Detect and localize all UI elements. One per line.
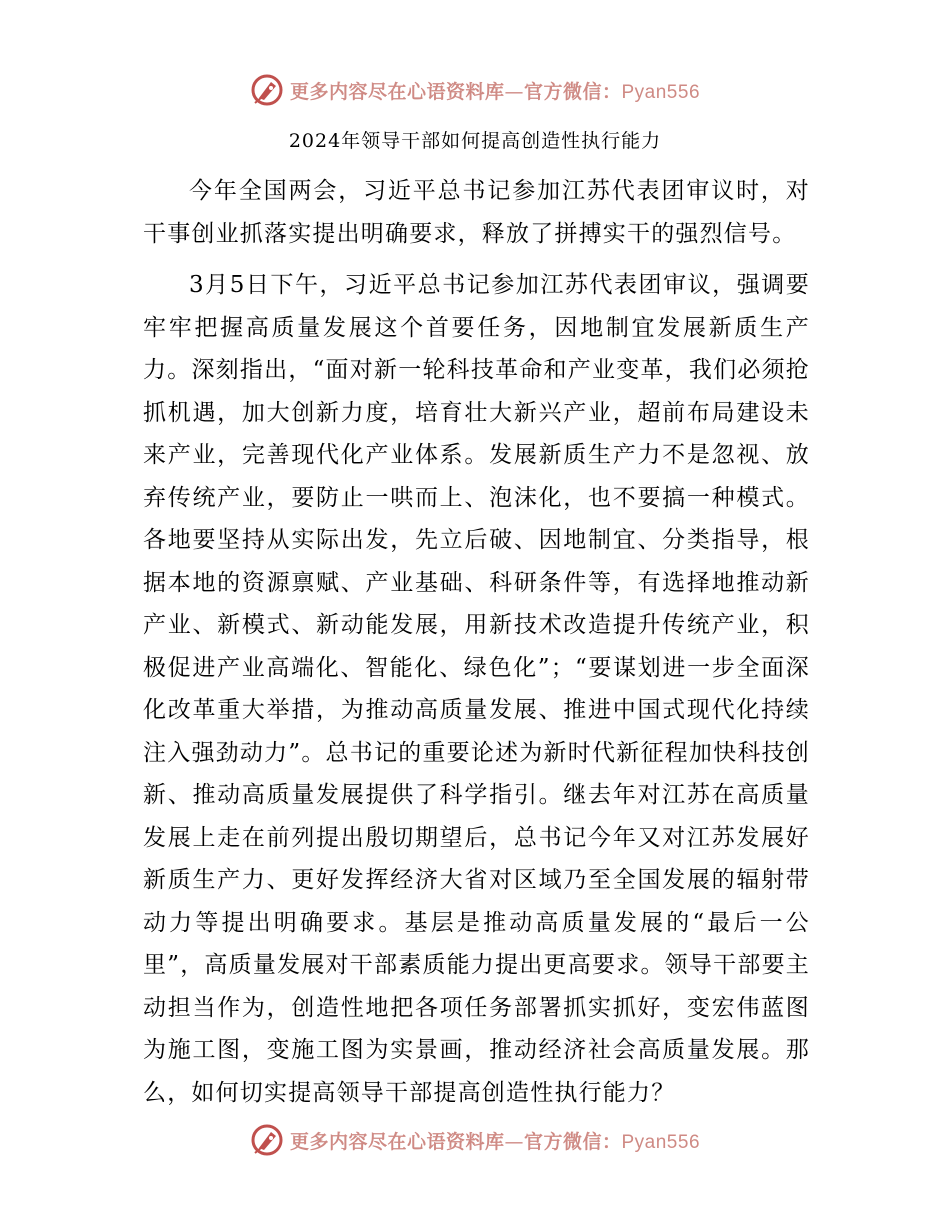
footer-watermark	[0, 1120, 950, 1160]
watermark-dash: —	[504, 1130, 524, 1153]
watermark-wechat-label: 官方微信：	[523, 1130, 622, 1153]
document-title: 2024年领导干部如何提高创造性执行能力	[288, 130, 662, 152]
header-watermark-inner	[250, 73, 700, 107]
watermark-wechat-id: Pyan556	[621, 81, 701, 103]
document-body	[143, 170, 810, 1114]
watermark-main-text: 更多内容尽在心语资料库	[289, 80, 505, 103]
watermark-dash: —	[504, 80, 524, 103]
pen-nib-logo-icon	[250, 73, 284, 107]
paragraph-2: 3月5日下午，习近平总书记参加江苏代表团审议，强调要牢牢把握高质量发展这个首要任务，因地制宜发展新质生产力。深刻指出，“面对新一轮科技革命和产业变革，我们必须抢抓机遇，加大创新力度，培育壮大新兴产业，超前布局建设未来产业，完善现代化产业体系。发展新质生产力不是忽视、放弃传统产业，要防止一哄而上、泡沫化，也不要搞一种模式。各地要坚持从实际出发，先立后破、因地制宜、分类指导，根据本地的资源禀赋、产业基础、科研条件等，有选择地推动新产业、新模式、新动能发展，用新技术改造提升传统产业，积极促进产业高端化、智能化、绿色化”；“要谋划进一步全面深化改革重大举措，为推动高质量发展、推进中国式现代化持续注入强劲动力”。总书记的重要论述为新时代新征程加快科技创新、推动高质量发展提供了科学指引。继去年对江苏在高质量发展上走在前列提出殷切期望后，总书记今年又对江苏发展好新质生产力、更好发挥经济大省对区域乃至全国发展的辐射带动力等提出明确要求。基层是推动高质量发展的“最后一公里”，高质量发展对干部素质能力提出更高要求。领导干部要主动担当作为，创造性地把各项任务部署抓实抓好，变宏伟蓝图为施工图，变施工图为实景画，推动经济社会高质量发展。那么，如何切实提高领导干部提高创造性执行能力？	[143, 272, 810, 1106]
watermark-text	[290, 1127, 700, 1154]
watermark-main-text: 更多内容尽在心语资料库	[289, 1130, 505, 1153]
paragraph-1: 今年全国两会，习近平总书记参加江苏代表团审议时，对干事创业抓落实提出明确要求，释放了拼搏实干的强烈信号。	[143, 178, 810, 247]
watermark-wechat-label: 官方微信：	[523, 80, 622, 103]
footer-watermark-inner	[250, 1123, 700, 1157]
pen-nib-logo-icon	[250, 1123, 284, 1157]
watermark-text	[290, 77, 700, 104]
header-watermark	[0, 70, 950, 110]
watermark-wechat-id: Pyan556	[621, 1131, 701, 1153]
